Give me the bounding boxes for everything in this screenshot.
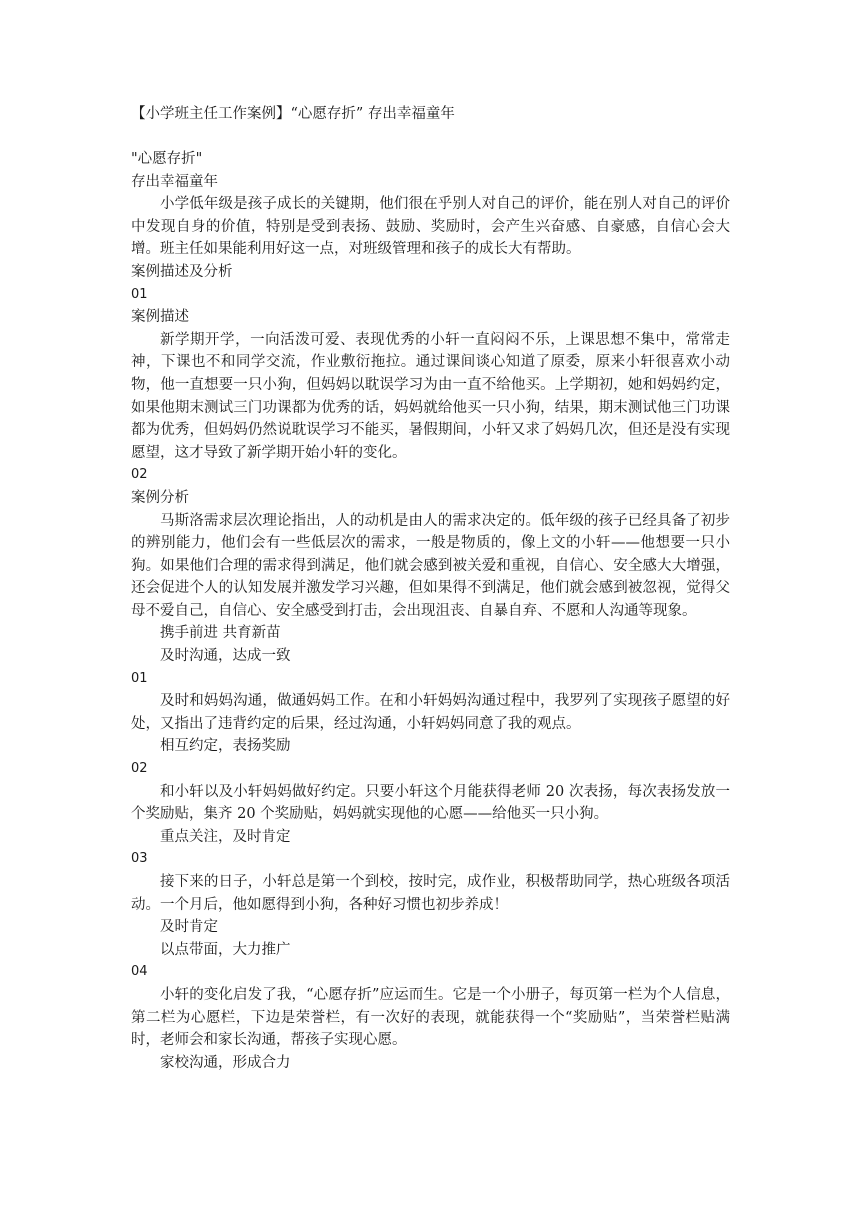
step1-title: 及时沟通，达成一致 [160,648,291,665]
heading-happy-childhood: 存出幸福童年 [131,173,218,190]
intro-paragraph: 小学低年级是孩子成长的关键期，他们很在乎别人对自己的评价，能在别人对自己的评价中发现自身的价值，特别是受到表扬、鼓励、奖励时，会产生兴奋感、自豪感，自信心会大增。班主任如果能利用好这一点，对班级管理和孩子的成长大有帮助。 [131,196,730,258]
step4-paragraph: 小轩的变化启发了我，“心愿存折”应运而生。它是一个小册子，每页第一栏为个人信息，第二栏为心愿栏，下边是荣誉栏，有一次好的表现，就能获得一个“奖励贴”，当荣誉栏贴满时，老师会和家长沟通，帮孩子实现心愿。 [131,986,730,1049]
section-number-02: 02 [131,467,148,483]
step3-paragraph: 接下来的日子，小轩总是第一个到校，按时完，成作业，积极帮助同学，热心班级各项活动。一个月后，他如愿得到小狗，各种好习惯也初步养成！ [131,874,730,913]
case-description-paragraph: 新学期开学，一向活泼可爱、表现优秀的小轩一直闷闷不乐，上课思想不集中，常常走神，下课也不和同学交流，作业敷衍拖拉。通过课间谈心知道了原委，原来小轩很喜欢小动物，他一直想要一只小狗，但妈妈以耽误学习为由一直不给他买。上学期初，她和妈妈约定，如果他期末测试三门功课都为优秀的话，妈妈就给他买一只小狗，结果，期末测试他三门功课都为优秀，但妈妈仍然说耽误学习不能买，暑假期间，小轩又求了妈妈几次，但还是没有实现愿望，这才导致了新学期开始小轩的变化。 [131,331,730,461]
step1-paragraph: 及时和妈妈沟通，做通妈妈工作。在和小轩妈妈沟通过程中，我罗列了实现孩子愿望的好处，又指出了违背约定的后果，经过沟通，小轩妈妈同意了我的观点。 [131,693,730,732]
step3-subtitle: 及时肯定 [160,919,218,936]
section-title: 案例描述及分析 [131,263,233,280]
case-description-title: 案例描述 [131,309,189,326]
step3-number: 03 [131,851,148,867]
step3-title: 重点关注，及时肯定 [160,828,291,845]
case-analysis-paragraph: 马斯洛需求层次理论指出，人的动机是由人的需求决定的。低年级的孩子已经具备了初步的辨别能力，他们会有一些低层次的需求，一般是物质的，像上文的小轩——他想要一只小狗。如果他们合理的需求得到满足，他们就会感到被关爱和重视，自信心、安全感大大增强，还会促进个人的认知发展并激发学习兴趣，但如果得不到满足，他们就会感到被忽视，觉得父母不爱自己，自信心、安全感受到打击，会出现沮丧、自暴自弃、不愿和人沟通等现象。 [131,512,730,619]
heading-wish-passbook: "心愿存折" [131,151,203,167]
step2-number: 02 [131,761,148,777]
step2-paragraph: 和小轩以及小轩妈妈做好约定。只要小轩这个月能获得老师 20 次表扬，每次表扬发放一个奖励贴，集齐 20 个奖励贴，妈妈就实现他的心愿——给他买一只小狗。 [131,783,730,823]
document-title: 【小学班主任工作案例】“心愿存折” 存出幸福童年 [131,106,455,122]
part-title: 携手前进 共育新苗 [160,625,281,642]
section-number-01: 01 [131,286,148,302]
step2-title: 相互约定，表扬奖励 [160,738,291,755]
step4-number: 04 [131,964,148,980]
case-analysis-title: 案例分析 [131,489,189,506]
step5-title: 家校沟通，形成合力 [160,1054,291,1071]
step4-title: 以点带面，大力推广 [160,941,291,958]
step1-number: 01 [131,670,148,686]
document-page [131,103,730,1074]
